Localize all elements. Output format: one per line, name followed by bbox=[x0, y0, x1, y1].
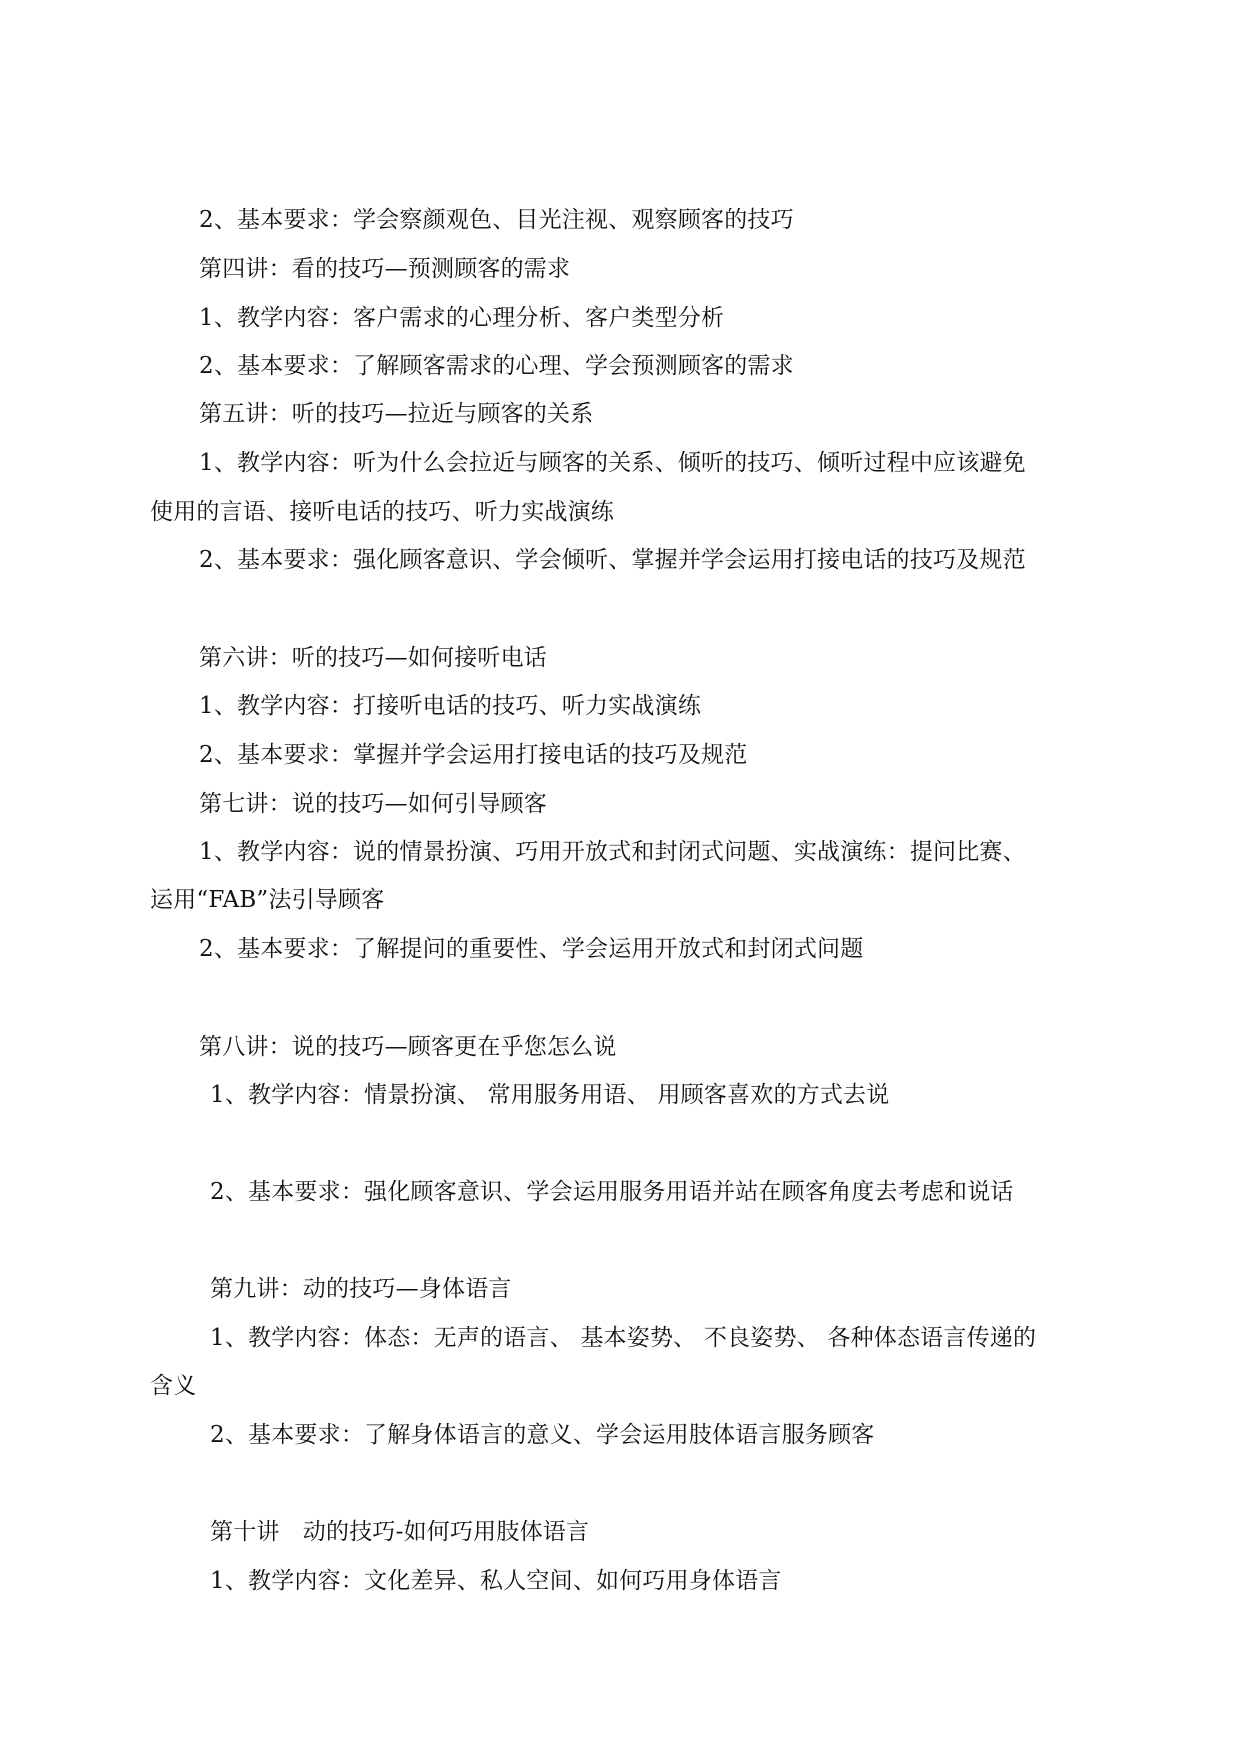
text-line: 2、基本要求：了解提问的重要性、学会运用开放式和封闭式问题 bbox=[199, 936, 864, 962]
section-heading: 第五讲：听的技巧—拉近与顾客的关系 bbox=[199, 401, 594, 427]
text-line: 2、基本要求：强化顾客意识、学会倾听、掌握并学会运用打接电话的技巧及规范 bbox=[199, 547, 1026, 573]
text-line: 2、基本要求：强化顾客意识、学会运用服务用语并站在顾客角度去考虑和说话 bbox=[210, 1179, 1014, 1205]
text-line: 1、教学内容：说的情景扮演、巧用开放式和封闭式问题、实战演练：提问比赛、 bbox=[199, 839, 1026, 865]
text-line: 1、教学内容：听为什么会拉近与顾客的关系、倾听的技巧、倾听过程中应该避免 bbox=[199, 450, 1026, 476]
section-heading: 第四讲：看的技巧—预测顾客的需求 bbox=[199, 256, 571, 282]
section-heading: 第七讲：说的技巧—如何引导顾客 bbox=[199, 791, 547, 817]
text-line: 1、教学内容：情景扮演、 常用服务用语、 用顾客喜欢的方式去说 bbox=[210, 1082, 890, 1108]
text-line: 2、基本要求：学会察颜观色、目光注视、观察顾客的技巧 bbox=[199, 207, 794, 233]
section-heading: 第八讲：说的技巧—顾客更在乎您怎么说 bbox=[199, 1034, 617, 1060]
section-heading: 第六讲：听的技巧—如何接听电话 bbox=[199, 645, 547, 671]
section-heading: 第十讲 动的技巧-如何巧用肢体语言 bbox=[210, 1519, 590, 1545]
text-line: 2、基本要求：掌握并学会运用打接电话的技巧及规范 bbox=[199, 742, 748, 768]
text-line: 含义 bbox=[150, 1373, 197, 1399]
text-line: 1、教学内容：文化差异、私人空间、如何巧用身体语言 bbox=[210, 1568, 782, 1594]
section-heading: 第九讲：动的技巧—身体语言 bbox=[210, 1276, 512, 1302]
text-line: 1、教学内容：打接听电话的技巧、听力实战演练 bbox=[199, 693, 702, 719]
text-line: 2、基本要求：了解身体语言的意义、学会运用肢体语言服务顾客 bbox=[210, 1422, 875, 1448]
text-line: 2、基本要求：了解顾客需求的心理、学会预测顾客的需求 bbox=[199, 353, 794, 379]
text-line: 使用的言语、接听电话的技巧、听力实战演练 bbox=[150, 499, 614, 525]
text-line: 1、教学内容：客户需求的心理分析、客户类型分析 bbox=[199, 305, 725, 331]
text-line: 运用“FAB”法引导顾客 bbox=[150, 887, 385, 913]
text-line: 1、教学内容：体态：无声的语言、 基本姿势、 不良姿势、 各种体态语言传递的 bbox=[210, 1325, 1037, 1351]
